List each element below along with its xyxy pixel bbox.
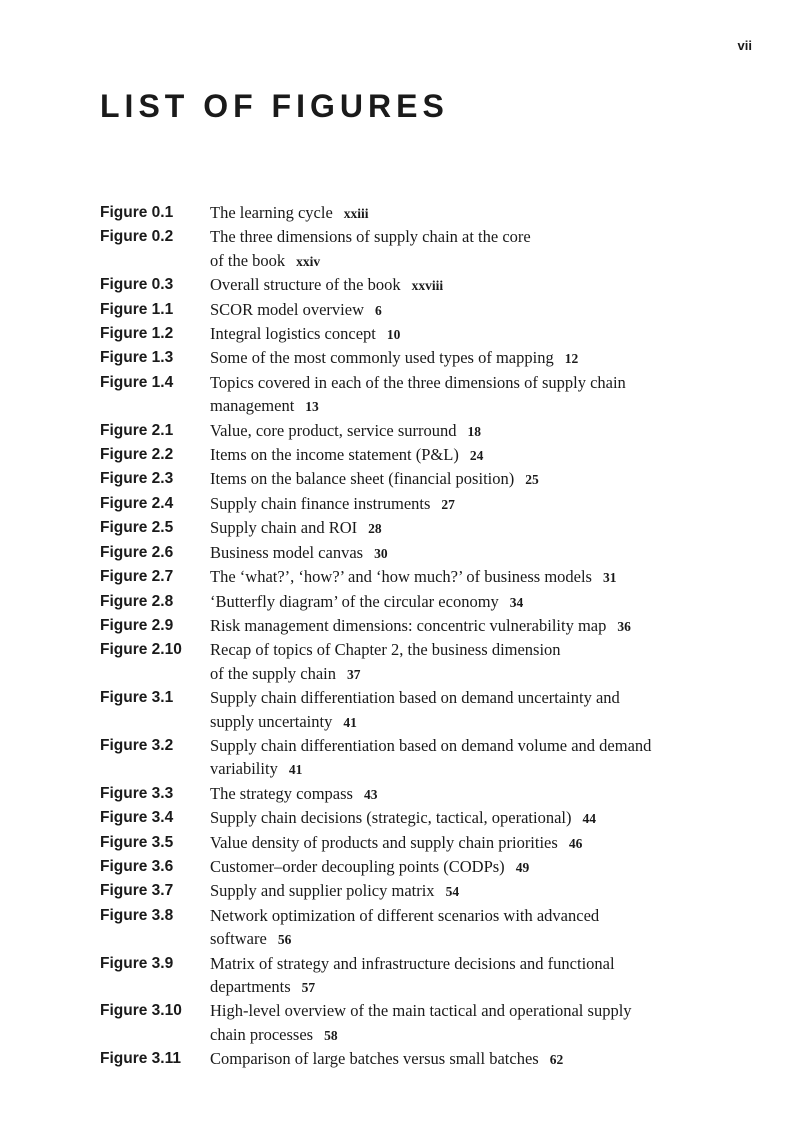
page-reference: 13 bbox=[305, 399, 319, 415]
figure-caption bbox=[210, 565, 720, 589]
figure-caption bbox=[210, 999, 720, 1047]
caption-line bbox=[210, 419, 720, 443]
caption-line bbox=[210, 757, 720, 781]
figure-label: Figure 2.9 bbox=[100, 616, 174, 634]
figure-label: Figure 1.3 bbox=[100, 349, 174, 367]
caption-text: Value, core product, service surround bbox=[210, 420, 457, 440]
page-reference: 36 bbox=[617, 618, 631, 634]
caption-text: Recap of topics of Chapter 2, the business dimension bbox=[210, 640, 561, 660]
figure-entry bbox=[100, 201, 720, 225]
caption-text: High-level overview of the main tactical and operational supply bbox=[210, 1001, 632, 1021]
figure-entry bbox=[100, 516, 720, 540]
caption-text: of the book bbox=[210, 250, 286, 270]
figure-entry bbox=[100, 638, 720, 686]
figure-entry bbox=[100, 904, 720, 952]
figure-caption bbox=[210, 855, 720, 879]
figure-entry bbox=[100, 273, 720, 297]
page-reference: 57 bbox=[301, 980, 316, 995]
caption-text: Supply chain differentiation based on demand volume and demand bbox=[210, 735, 652, 755]
figure-caption bbox=[210, 322, 720, 346]
page-reference: 41 bbox=[343, 714, 357, 730]
figure-caption bbox=[210, 346, 720, 370]
figure-entry bbox=[100, 443, 720, 467]
caption-text: The ‘what?’, ‘how?’ and ‘how much?’ of business models bbox=[210, 567, 592, 587]
figure-caption bbox=[210, 371, 720, 419]
figure-entry bbox=[100, 298, 720, 322]
page-number: vii bbox=[737, 38, 752, 53]
caption-text: software bbox=[210, 929, 267, 949]
caption-line bbox=[210, 806, 720, 830]
figure-entry bbox=[100, 467, 720, 491]
figure-caption bbox=[210, 419, 720, 443]
caption-line bbox=[210, 516, 720, 540]
caption-text: Supply chain and ROI bbox=[210, 518, 358, 538]
caption-line bbox=[210, 201, 720, 225]
caption-text: Integral logistics concept bbox=[210, 324, 376, 344]
figure-caption bbox=[210, 590, 720, 614]
figure-label: Figure 3.8 bbox=[100, 906, 174, 924]
page-reference: 44 bbox=[582, 811, 597, 827]
caption-line bbox=[210, 638, 720, 661]
figure-label: Figure 3.6 bbox=[100, 857, 174, 875]
figure-entry bbox=[100, 565, 720, 589]
caption-line bbox=[210, 590, 720, 614]
caption-text: variability bbox=[210, 759, 278, 779]
figure-label: Figure 2.4 bbox=[100, 494, 174, 512]
figure-label: Figure 3.1 bbox=[100, 689, 174, 707]
caption-line bbox=[210, 999, 720, 1022]
caption-line bbox=[210, 225, 720, 248]
figure-entry bbox=[100, 734, 720, 782]
page-reference: 30 bbox=[374, 545, 388, 561]
figure-entry bbox=[100, 952, 720, 1000]
figure-entry bbox=[100, 419, 720, 443]
caption-line bbox=[210, 686, 720, 709]
page-reference: 25 bbox=[525, 472, 539, 488]
figure-entry bbox=[100, 590, 720, 614]
caption-line bbox=[210, 273, 720, 297]
caption-text: The strategy compass bbox=[210, 783, 353, 803]
caption-line bbox=[210, 394, 720, 418]
caption-line bbox=[210, 782, 720, 806]
figure-label: Figure 2.10 bbox=[100, 641, 182, 659]
figure-list bbox=[100, 201, 720, 1072]
figure-caption bbox=[210, 638, 720, 686]
caption-text: Items on the balance sheet (financial position) bbox=[210, 469, 515, 489]
figure-label: Figure 2.3 bbox=[100, 470, 174, 488]
caption-line bbox=[210, 662, 720, 686]
figure-entry bbox=[100, 371, 720, 419]
figure-caption bbox=[210, 734, 720, 782]
figure-label: Figure 0.1 bbox=[100, 204, 174, 221]
caption-text: of the supply chain bbox=[210, 663, 337, 683]
figure-label: Figure 3.5 bbox=[100, 833, 174, 851]
caption-line bbox=[210, 346, 720, 370]
caption-line bbox=[210, 371, 720, 394]
figure-label: Figure 2.6 bbox=[100, 543, 174, 561]
page-reference: 12 bbox=[564, 351, 579, 367]
caption-line bbox=[210, 879, 720, 903]
figure-entry bbox=[100, 782, 720, 806]
figure-caption bbox=[210, 879, 720, 903]
caption-text: Some of the most commonly used types of mapping bbox=[210, 348, 554, 368]
figure-entry bbox=[100, 1047, 720, 1071]
page-reference: 10 bbox=[386, 327, 401, 343]
caption-line bbox=[210, 831, 720, 855]
caption-line bbox=[210, 855, 720, 879]
figure-caption bbox=[210, 806, 720, 830]
page-reference: 56 bbox=[277, 932, 292, 948]
page-reference: 6 bbox=[375, 302, 382, 318]
figure-caption bbox=[210, 782, 720, 806]
caption-text: Customer–order decoupling points (CODPs) bbox=[210, 856, 505, 876]
caption-text: The learning cycle bbox=[210, 203, 333, 222]
figure-label: Figure 3.4 bbox=[100, 809, 174, 827]
caption-line bbox=[210, 443, 720, 467]
figure-label: Figure 3.10 bbox=[100, 1002, 182, 1020]
figure-entry bbox=[100, 831, 720, 855]
caption-text: Topics covered in each of the three dimensions of supply chain bbox=[210, 372, 626, 392]
figure-label: Figure 2.5 bbox=[100, 519, 174, 537]
figure-entry bbox=[100, 322, 720, 346]
figure-caption bbox=[210, 904, 720, 952]
figure-label: Figure 3.11 bbox=[100, 1050, 181, 1068]
caption-text: The three dimensions of supply chain at the core bbox=[210, 227, 531, 247]
figure-entry bbox=[100, 806, 720, 830]
page-reference: 54 bbox=[445, 884, 460, 900]
caption-line bbox=[210, 298, 720, 322]
caption-line bbox=[210, 249, 720, 273]
page-reference: 41 bbox=[288, 762, 303, 778]
page-reference: xxiv bbox=[296, 253, 321, 269]
figure-caption bbox=[210, 614, 720, 638]
caption-line bbox=[210, 614, 720, 638]
caption-line bbox=[210, 710, 720, 734]
figure-caption bbox=[210, 443, 720, 467]
caption-line bbox=[210, 322, 720, 346]
figure-label: Figure 3.2 bbox=[100, 736, 174, 754]
page-reference: 18 bbox=[467, 423, 481, 439]
figure-caption bbox=[210, 516, 720, 540]
figure-label: Figure 2.7 bbox=[100, 568, 174, 586]
caption-text: Items on the income statement (P&L) bbox=[210, 445, 459, 465]
figure-label: Figure 2.8 bbox=[100, 592, 174, 610]
caption-line bbox=[210, 952, 720, 975]
caption-text: Business model canvas bbox=[210, 542, 364, 562]
figure-label: Figure 3.9 bbox=[100, 954, 174, 972]
caption-text: Comparison of large batches versus small batches bbox=[210, 1049, 539, 1069]
caption-text: Supply chain differentiation based on demand uncertainty and bbox=[210, 688, 620, 708]
page-reference: xxviii bbox=[411, 278, 444, 294]
figure-entry bbox=[100, 541, 720, 565]
page-reference: 31 bbox=[602, 570, 617, 586]
caption-line bbox=[210, 541, 720, 565]
caption-text: Value density of products and supply chain priorities bbox=[210, 832, 558, 852]
figure-label: Figure 0.3 bbox=[100, 276, 174, 294]
figure-entry bbox=[100, 614, 720, 638]
figure-caption bbox=[210, 273, 720, 297]
page-reference: 27 bbox=[441, 496, 455, 512]
page-title: LIST OF FIGURES bbox=[100, 88, 449, 124]
caption-text: management bbox=[210, 396, 295, 416]
caption-text: supply uncertainty bbox=[210, 711, 333, 731]
page-reference: 43 bbox=[363, 786, 378, 802]
page-reference: 24 bbox=[469, 448, 484, 464]
page-reference: 34 bbox=[509, 594, 524, 610]
caption-line bbox=[210, 734, 720, 757]
figure-entry bbox=[100, 999, 720, 1047]
figure-caption bbox=[210, 541, 720, 565]
figure-label: Figure 2.1 bbox=[100, 421, 174, 439]
caption-text: chain processes bbox=[210, 1024, 314, 1044]
page-reference: 49 bbox=[515, 859, 530, 875]
page-reference: 58 bbox=[324, 1027, 338, 1043]
caption-line bbox=[210, 565, 720, 589]
figure-caption bbox=[210, 201, 720, 225]
figure-label: Figure 3.3 bbox=[100, 784, 174, 802]
caption-line bbox=[210, 904, 720, 927]
figure-label: Figure 1.1 bbox=[100, 300, 174, 318]
figure-entry bbox=[100, 855, 720, 879]
figure-label: Figure 2.2 bbox=[100, 446, 174, 464]
figure-caption bbox=[210, 298, 720, 322]
page-reference: 28 bbox=[368, 521, 382, 537]
caption-text: Supply and supplier policy matrix bbox=[210, 881, 435, 901]
figure-caption bbox=[210, 492, 720, 516]
figure-entry bbox=[100, 686, 720, 734]
figure-label: Figure 1.2 bbox=[100, 325, 174, 343]
figure-caption bbox=[210, 467, 720, 491]
caption-text: ‘Butterfly diagram’ of the circular economy bbox=[210, 591, 499, 611]
caption-text: Supply chain finance instruments bbox=[210, 493, 431, 513]
figure-caption bbox=[210, 831, 720, 855]
page-reference: 62 bbox=[549, 1052, 564, 1068]
caption-text: Network optimization of different scenarios with advanced bbox=[210, 905, 600, 925]
figure-entry bbox=[100, 346, 720, 370]
page-reference: xxiii bbox=[343, 206, 369, 221]
caption-text: Matrix of strategy and infrastructure decisions and functional bbox=[210, 953, 615, 973]
figure-label: Figure 0.2 bbox=[100, 228, 174, 246]
figure-entry bbox=[100, 879, 720, 903]
figure-caption bbox=[210, 952, 720, 1000]
figure-caption bbox=[210, 686, 720, 734]
caption-line bbox=[210, 975, 720, 999]
figure-caption bbox=[210, 225, 720, 273]
figure-caption bbox=[210, 1047, 720, 1071]
caption-line bbox=[210, 1023, 720, 1047]
caption-text: Risk management dimensions: concentric vulnerability map bbox=[210, 615, 607, 635]
caption-line bbox=[210, 467, 720, 491]
page-reference: 37 bbox=[347, 666, 361, 682]
figure-entry bbox=[100, 225, 720, 273]
caption-text: Overall structure of the book bbox=[210, 275, 401, 295]
figure-label: Figure 1.4 bbox=[100, 373, 174, 391]
caption-line bbox=[210, 492, 720, 516]
figure-label: Figure 3.7 bbox=[100, 882, 174, 900]
figure-entry bbox=[100, 492, 720, 516]
caption-line bbox=[210, 1047, 720, 1071]
caption-text: SCOR model overview bbox=[210, 299, 364, 319]
caption-text: departments bbox=[210, 977, 291, 996]
caption-text: Supply chain decisions (strategic, tactical, operational) bbox=[210, 808, 572, 828]
caption-line bbox=[210, 927, 720, 951]
page-reference: 46 bbox=[568, 835, 583, 851]
